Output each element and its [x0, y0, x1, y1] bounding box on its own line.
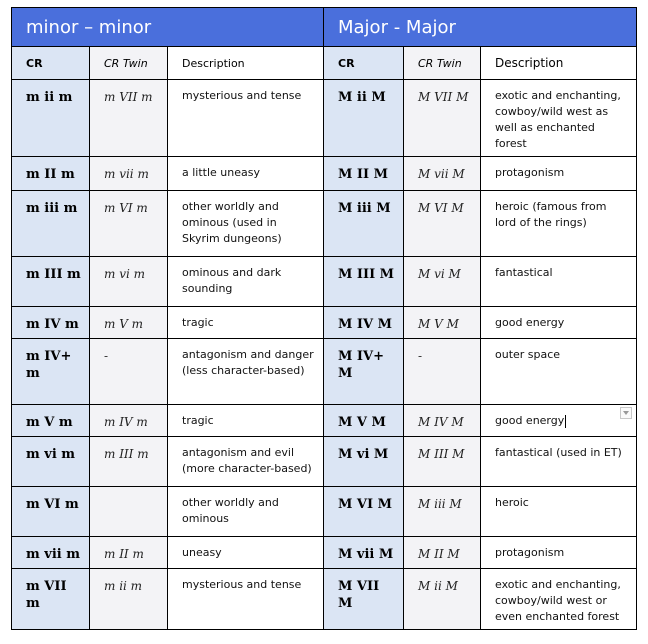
- right-cr-twin-cell-text: M vi M: [418, 267, 461, 281]
- right-description-cell-text: good energy: [495, 414, 565, 427]
- left-cr-twin-cell[interactable]: [90, 191, 168, 257]
- left-cr-twin-cell[interactable]: [90, 569, 168, 630]
- right-cr-cell[interactable]: [324, 80, 404, 157]
- right-cr-twin-cell[interactable]: [404, 405, 481, 437]
- right-description-cell[interactable]: [481, 191, 637, 257]
- right-cr-twin-cell[interactable]: [404, 339, 481, 405]
- right-description-cell[interactable]: [481, 437, 637, 487]
- left-cr-header[interactable]: CR: [12, 47, 90, 80]
- left-cr-cell[interactable]: [12, 569, 90, 630]
- left-cr-cell-text: m II m: [26, 167, 75, 182]
- column-header-row: [12, 47, 637, 80]
- left-description-cell-text: other worldly and ominous (used in Skyrim dungeons): [182, 200, 282, 245]
- right-description-cell-text: good energy: [495, 316, 565, 329]
- chord-table-wrapper: [11, 7, 636, 630]
- right-cr-twin-cell[interactable]: [404, 437, 481, 487]
- left-cr-twin-cell[interactable]: [90, 307, 168, 339]
- dropdown-arrow-icon[interactable]: [620, 407, 632, 419]
- table-row: [12, 569, 637, 630]
- left-cr-cell-text: m III m: [26, 267, 81, 282]
- right-cr-cell-text: M VI M: [338, 497, 392, 512]
- right-cr-cell[interactable]: [324, 157, 404, 191]
- right-cr-twin-cell-text: M iii M: [418, 497, 462, 511]
- left-cr-twin-cell[interactable]: [90, 405, 168, 437]
- right-cr-cell[interactable]: [324, 191, 404, 257]
- left-description-cell[interactable]: [168, 405, 324, 437]
- left-cr-cell-text: m IV m: [26, 317, 79, 332]
- left-cr-cell[interactable]: [12, 339, 90, 405]
- left-description-cell-text: antagonism and evil (more character-based): [182, 446, 312, 475]
- section-header-row: [12, 8, 637, 47]
- right-cr-twin-cell[interactable]: [404, 157, 481, 191]
- left-description-cell-text: tragic: [182, 316, 214, 329]
- left-description-cell-text: mysterious and tense: [182, 89, 302, 102]
- right-cr-cell-text: M ii M: [338, 90, 386, 105]
- right-description-cell-text: heroic (famous from lord of the rings): [495, 200, 607, 229]
- left-cr-cell[interactable]: [12, 80, 90, 157]
- major-major-header[interactable]: Major - Major: [324, 8, 637, 47]
- text-cursor: [565, 415, 566, 428]
- right-cr-cell[interactable]: [324, 569, 404, 630]
- left-cr-twin-cell[interactable]: [90, 487, 168, 537]
- chord-relationship-table: [11, 7, 637, 630]
- left-description-cell[interactable]: [168, 487, 324, 537]
- right-cr-cell-text: M IV+ M: [338, 349, 384, 381]
- left-cr-cell[interactable]: [12, 307, 90, 339]
- right-description-cell-text: heroic: [495, 496, 529, 509]
- left-cr-twin-cell-text: m ii m: [104, 579, 143, 593]
- right-description-cell[interactable]: [481, 307, 637, 339]
- left-description-cell-text: other worldly and ominous: [182, 496, 279, 525]
- left-cr-twin-cell-text: m vii m: [104, 167, 149, 181]
- right-cr-cell-text: M III M: [338, 267, 395, 282]
- left-description-cell[interactable]: [168, 339, 324, 405]
- right-cr-twin-cell-text: -: [418, 349, 423, 363]
- left-cr-cell-text: m vii m: [26, 547, 80, 562]
- left-cr-twin-cell[interactable]: [90, 80, 168, 157]
- right-description-cell[interactable]: [481, 405, 637, 437]
- table-row: [12, 405, 637, 437]
- table-row: [12, 487, 637, 537]
- left-cr-cell[interactable]: [12, 157, 90, 191]
- left-description-cell-text: a little uneasy: [182, 166, 260, 179]
- right-cr-cell-text: M V M: [338, 415, 386, 430]
- left-cr-twin-cell-text: m V m: [104, 317, 144, 331]
- right-cr-cell-text: M iii M: [338, 201, 391, 216]
- right-cr-twin-cell-text: M VII M: [418, 90, 469, 104]
- right-description-cell[interactable]: [481, 257, 637, 307]
- left-description-cell[interactable]: [168, 537, 324, 569]
- left-cr-twin-cell-text: m vi m: [104, 267, 146, 281]
- left-cr-cell-text: m VII m: [26, 579, 67, 611]
- left-description-header[interactable]: Description: [168, 47, 324, 80]
- table-row: [12, 537, 637, 569]
- left-cr-twin-cell[interactable]: [90, 157, 168, 191]
- right-description-cell[interactable]: [481, 339, 637, 405]
- right-cr-cell[interactable]: [324, 307, 404, 339]
- right-description-cell-text: exotic and enchanting, cowboy/wild west or even enchanted forest: [495, 578, 621, 623]
- left-description-cell-text: ominous and dark sounding: [182, 266, 282, 295]
- left-description-cell-text: antagonism and danger (less character-based): [182, 348, 314, 377]
- right-cr-twin-cell-text: M ii M: [418, 579, 458, 593]
- left-cr-twin-cell-text: m III m: [104, 447, 149, 461]
- right-cr-cell-text: M vii M: [338, 547, 394, 562]
- left-cr-cell[interactable]: [12, 257, 90, 307]
- left-cr-twin-cell-text: -: [104, 349, 109, 363]
- right-description-cell-text: protagonism: [495, 546, 565, 559]
- left-description-cell-text: uneasy: [182, 546, 222, 559]
- right-cr-twin-cell-text: M IV M: [418, 415, 464, 429]
- left-description-cell[interactable]: [168, 191, 324, 257]
- left-cr-twin-header[interactable]: CR Twin: [90, 47, 168, 80]
- left-cr-twin-cell[interactable]: [90, 339, 168, 405]
- left-cr-cell-text: m VI m: [26, 497, 79, 512]
- right-cr-cell-text: M IV M: [338, 317, 392, 332]
- right-cr-twin-cell-text: M VI M: [418, 201, 464, 215]
- right-cr-cell[interactable]: [324, 537, 404, 569]
- table-row: [12, 191, 637, 257]
- left-cr-cell[interactable]: [12, 487, 90, 537]
- right-cr-twin-header[interactable]: CR Twin: [404, 47, 481, 80]
- right-cr-cell[interactable]: [324, 339, 404, 405]
- right-cr-cell[interactable]: [324, 437, 404, 487]
- table-row: [12, 307, 637, 339]
- right-description-cell[interactable]: [481, 487, 637, 537]
- left-cr-twin-cell-text: m VII m: [104, 90, 153, 104]
- table-row: [12, 257, 637, 307]
- right-cr-twin-cell[interactable]: [404, 569, 481, 630]
- left-description-cell[interactable]: [168, 80, 324, 157]
- right-cr-cell-text: M vi M: [338, 447, 389, 462]
- left-description-cell[interactable]: [168, 307, 324, 339]
- table-row: [12, 80, 637, 157]
- right-cr-twin-cell[interactable]: [404, 537, 481, 569]
- table-row: [12, 157, 637, 191]
- right-description-cell[interactable]: [481, 537, 637, 569]
- table-row: [12, 339, 637, 405]
- left-description-cell[interactable]: [168, 569, 324, 630]
- right-description-cell-text: outer space: [495, 348, 561, 361]
- right-description-cell-text: fantastical (used in ET): [495, 446, 622, 459]
- left-cr-twin-cell-text: m VI m: [104, 201, 148, 215]
- right-cr-cell[interactable]: [324, 487, 404, 537]
- left-cr-twin-cell[interactable]: [90, 437, 168, 487]
- right-description-cell[interactable]: [481, 157, 637, 191]
- left-cr-cell-text: m IV+ m: [26, 349, 72, 381]
- left-description-cell[interactable]: [168, 157, 324, 191]
- right-cr-header[interactable]: CR: [324, 47, 404, 80]
- right-cr-twin-cell-text: M II M: [418, 547, 460, 561]
- left-cr-cell-text: m vi m: [26, 447, 76, 462]
- right-cr-twin-cell-text: M vii M: [418, 167, 465, 181]
- left-cr-cell[interactable]: [12, 405, 90, 437]
- right-description-cell-text: exotic and enchanting, cowboy/wild west as well as enchanted forest: [495, 89, 621, 150]
- right-cr-cell[interactable]: [324, 405, 404, 437]
- right-cr-twin-cell[interactable]: [404, 80, 481, 157]
- left-cr-cell-text: m iii m: [26, 201, 78, 216]
- right-cr-twin-cell-text: M III M: [418, 447, 465, 461]
- right-cr-twin-cell[interactable]: [404, 307, 481, 339]
- left-cr-cell-text: m V m: [26, 415, 73, 430]
- left-description-cell[interactable]: [168, 257, 324, 307]
- right-cr-cell[interactable]: [324, 257, 404, 307]
- right-description-cell-text: protagonism: [495, 166, 565, 179]
- left-description-cell[interactable]: [168, 437, 324, 487]
- right-cr-twin-cell[interactable]: [404, 257, 481, 307]
- left-cr-cell[interactable]: [12, 191, 90, 257]
- left-cr-cell-text: m ii m: [26, 90, 73, 105]
- left-cr-cell[interactable]: [12, 537, 90, 569]
- right-cr-cell-text: M II M: [338, 167, 388, 182]
- right-cr-cell-text: M VII M: [338, 579, 380, 611]
- left-cr-twin-cell[interactable]: [90, 257, 168, 307]
- right-cr-twin-cell[interactable]: [404, 487, 481, 537]
- right-description-cell[interactable]: [481, 569, 637, 630]
- minor-minor-header[interactable]: minor – minor: [12, 8, 324, 47]
- right-description-cell-text: fantastical: [495, 266, 553, 279]
- right-cr-twin-cell[interactable]: [404, 191, 481, 257]
- left-description-cell-text: mysterious and tense: [182, 578, 302, 591]
- left-cr-cell[interactable]: [12, 437, 90, 487]
- right-description-header[interactable]: Description: [481, 47, 637, 80]
- left-cr-twin-cell-text: m II m: [104, 547, 144, 561]
- right-description-cell[interactable]: [481, 80, 637, 157]
- right-cr-twin-cell-text: M V M: [418, 317, 459, 331]
- table-row: [12, 437, 637, 487]
- left-cr-twin-cell-text: m IV m: [104, 415, 148, 429]
- left-cr-twin-cell[interactable]: [90, 537, 168, 569]
- left-description-cell-text: tragic: [182, 414, 214, 427]
